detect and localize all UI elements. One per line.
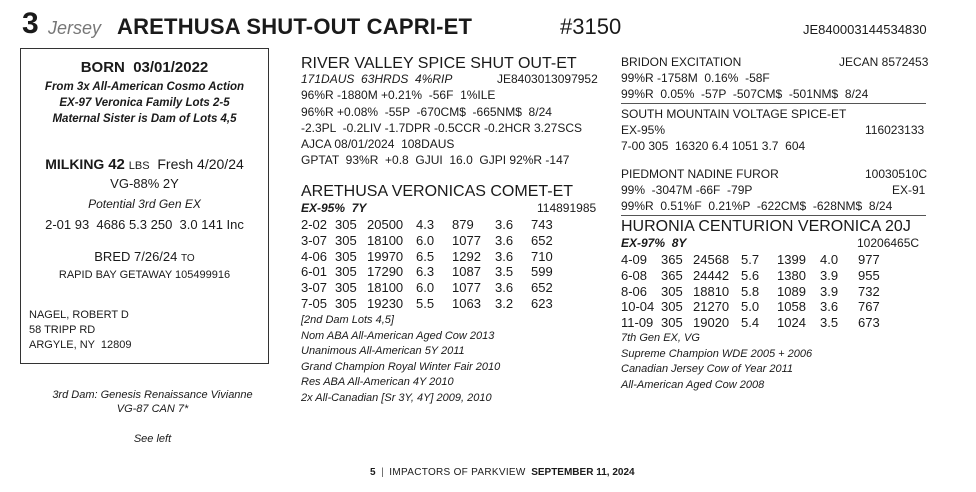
breed-label: Jersey <box>48 18 102 38</box>
record-cell: 1399 <box>777 252 806 267</box>
record-cell: 3-07 <box>301 280 328 296</box>
bred-to: TO <box>181 253 195 264</box>
record-cell: 732 <box>858 283 880 299</box>
production-record-row <box>301 296 561 311</box>
dam-dam-classification: EX-97% 8Y <box>621 236 687 250</box>
achievement-note: Supreme Champion WDE 2005 + 2006 <box>621 347 813 360</box>
record-cell: 767 <box>858 299 880 315</box>
dam-sire-name: PIEDMONT NADINE FUROR <box>621 167 779 181</box>
dam-name: ARETHUSA VERONICAS COMET-ET <box>301 183 574 200</box>
record-cell: 19020 <box>693 315 730 331</box>
production-record-row <box>621 315 888 330</box>
production-record-row <box>301 233 561 248</box>
record-cell: 365 <box>661 267 683 283</box>
bred-sire: RAPID BAY GETAWAY 105499916 <box>58 269 231 281</box>
record-cell: 673 <box>858 315 880 331</box>
dam-sire-proof: 99%R 0.51%F 0.21%P -622CM$ -628NM$ 8/24 <box>621 199 893 213</box>
record-cell: 3.6 <box>495 280 514 296</box>
achievement-note: All-American Aged Cow 2008 <box>621 378 765 391</box>
divider <box>621 215 926 216</box>
sire-name: RIVER VALLEY SPICE SHUT OUT-ET <box>301 55 577 72</box>
record-cell: 652 <box>531 280 553 296</box>
record-cell: 305 <box>335 232 357 248</box>
record-cell: 18810 <box>693 283 730 299</box>
dam-sire-classification: EX-91 <box>892 183 926 197</box>
sire-sire-proof: 99%R -1758M 0.16% -58F <box>621 71 770 85</box>
record-cell: 4-09 <box>621 252 648 267</box>
dam-dam-registration: 10206465C <box>857 236 920 250</box>
milking-value: 42 <box>108 156 125 173</box>
sire-proof-line: GPTAT 93%R +0.8 GJUI 16.0 GJPI 92%R -147 <box>301 153 570 167</box>
record-cell: 1292 <box>452 248 481 264</box>
dam-dam-name: HURONIA CENTURION VERONICA 20J <box>621 218 911 235</box>
record-cell: 305 <box>661 299 683 315</box>
sire-dam-classification: EX-95% <box>621 123 666 137</box>
sire-proof-line: 96%R +0.08% -55P -670CM$ -665NM$ 8/24 <box>301 105 552 119</box>
record-cell: 305 <box>661 315 683 331</box>
record-cell: 5.7 <box>741 252 760 267</box>
record-cell: 955 <box>858 267 880 283</box>
record-cell: 6.0 <box>416 280 435 296</box>
record-cell: 18100 <box>367 280 404 296</box>
record-cell: 5.0 <box>741 299 760 315</box>
pedigree-note: From 3x All-American Cosmo Action <box>44 81 245 93</box>
sire-daughters: 171DAUS 63HRDS 4%RIP <box>301 72 453 86</box>
record-cell: 1077 <box>452 232 481 248</box>
page-number: 5 <box>370 467 376 478</box>
record-cell: 11-09 <box>621 315 654 331</box>
record-cell: 3.6 <box>495 248 514 264</box>
record-cell: 19970 <box>367 248 404 264</box>
record-cell: 7-05 <box>301 296 328 311</box>
consignor-city: ARGYLE, NY 12809 <box>29 339 132 351</box>
record-cell: 6.3 <box>416 264 435 280</box>
third-dam: 3rd Dam: Genesis Renaissance Vivianne <box>52 389 253 401</box>
record-cell: 305 <box>335 248 357 264</box>
production-record-row <box>621 299 888 314</box>
record-cell: 305 <box>335 296 357 311</box>
consignor-address: 58 TRIPP RD <box>29 324 96 336</box>
production-record-row <box>301 264 561 279</box>
record-cell: 17290 <box>367 264 404 280</box>
sire-dam-registration: 116023133 <box>865 123 925 137</box>
achievement-note: Nom ABA All-American Aged Cow 2013 <box>301 329 495 342</box>
see-left-note: See left <box>133 433 172 445</box>
production-record-row <box>301 249 561 264</box>
animal-name: ARETHUSA SHUT-OUT CAPRI-ET <box>117 14 473 39</box>
record-cell: 305 <box>335 217 357 232</box>
production-record-row <box>301 280 561 295</box>
lot-id: #3150 <box>560 14 622 39</box>
sire-proof-line: AJCA 08/01/2024 108DAUS <box>301 137 455 151</box>
milking-label: MILKING <box>45 156 105 172</box>
record-cell: 6.5 <box>416 248 435 264</box>
record-cell: 10-04 <box>621 299 655 315</box>
record-cell: 24568 <box>693 252 730 267</box>
divider <box>621 103 926 104</box>
record-cell: 305 <box>335 280 357 296</box>
achievement-note: Unanimous All-American 5Y 2011 <box>301 345 465 358</box>
potential: Potential 3rd Gen EX <box>88 197 201 211</box>
record-cell: 1024 <box>777 315 806 331</box>
achievement-note: Res ABA All-American 4Y 2010 <box>301 376 454 389</box>
record-cell: 599 <box>531 264 553 280</box>
sire-dam-record: 7-00 305 16320 6.4 1051 3.7 604 <box>621 139 806 153</box>
page-footer: 5 | IMPACTORS OF PARKVIEW SEPTEMBER 11, 2024 <box>370 467 635 478</box>
classification: VG-88% 2Y <box>110 176 179 191</box>
dam-classification: EX-95% 7Y <box>301 201 367 215</box>
fresh-date: Fresh 4/20/24 <box>157 156 244 172</box>
production-record-row <box>621 268 888 283</box>
record-cell: 6.0 <box>416 232 435 248</box>
sire-sire-proof: 99%R 0.05% -57P -507CM$ -501NM$ 8/24 <box>621 87 869 101</box>
lot-number: 3 <box>22 7 39 40</box>
record-cell: 8-06 <box>621 283 648 299</box>
record-cell: 1087 <box>452 264 481 280</box>
record-cell: 305 <box>661 283 683 299</box>
registration-number: JE840003144534830 <box>803 22 927 37</box>
record-cell: 5.4 <box>741 315 760 331</box>
pedigree-note: Maternal Sister is Dam of Lots 4,5 <box>52 113 237 125</box>
record-cell: 743 <box>531 217 553 232</box>
sire-dam-name: SOUTH MOUNTAIN VOLTAGE SPICE-ET <box>621 107 847 121</box>
record-cell: 3.6 <box>495 232 514 248</box>
record-cell: 19230 <box>367 296 404 311</box>
achievement-note: [2nd Dam Lots 4,5] <box>301 314 394 326</box>
record-cell: 4.3 <box>416 217 435 232</box>
record-cell: 3.5 <box>820 315 839 331</box>
sire-registration: JE8403013097952 <box>497 72 598 86</box>
achievement-note: Canadian Jersey Cow of Year 2011 <box>621 363 794 376</box>
record-cell: 3.6 <box>820 299 839 315</box>
milking-unit: LBS <box>128 160 150 172</box>
record-cell: 21270 <box>693 299 730 315</box>
record-cell: 4-06 <box>301 248 328 264</box>
record-cell: 2-02 <box>301 217 328 232</box>
record-cell: 3.9 <box>820 267 839 283</box>
achievement-note: Grand Champion Royal Winter Fair 2010 <box>301 360 501 373</box>
consignor-name: NAGEL, ROBERT D <box>29 309 129 321</box>
record-cell: 4.0 <box>820 252 839 267</box>
record-cell: 6-01 <box>301 264 328 280</box>
pedigree-note: EX-97 Veronica Family Lots 2-5 <box>59 97 230 109</box>
third-dam-class: VG-87 CAN 7* <box>116 403 189 415</box>
sire-sire-registration: JECAN 8572453 <box>839 55 929 69</box>
achievement-note: 7th Gen EX, VG <box>621 332 700 344</box>
milking-info <box>20 155 269 175</box>
production-record-row <box>621 252 888 267</box>
bred-date: BRED 7/26/24 <box>94 249 178 264</box>
record-cell: 6-08 <box>621 267 648 283</box>
record-cell: 3.5 <box>495 264 514 280</box>
record-cell: 20500 <box>367 217 404 232</box>
record-cell: 3.2 <box>495 296 514 311</box>
sire-sire-name: BRIDON EXCITATION <box>621 55 742 69</box>
record-cell: 5.5 <box>416 296 435 311</box>
dam-registration: 114891985 <box>537 201 597 215</box>
record-cell: 1063 <box>452 296 481 311</box>
record-cell: 652 <box>531 232 553 248</box>
record-cell: 305 <box>335 264 357 280</box>
achievement-note: 2x All-Canadian [Sr 3Y, 4Y] 2009, 2010 <box>301 392 492 404</box>
record-cell: 18100 <box>367 232 404 248</box>
dam-sire-proof: 99% -3047M -66F -79P <box>621 183 753 197</box>
dam-sire-registration: 10030510C <box>865 167 928 181</box>
record-cell: 5.6 <box>741 267 760 283</box>
record-cell: 879 <box>452 217 474 232</box>
record-cell: 3.6 <box>495 217 514 232</box>
record-cell: 710 <box>531 248 553 264</box>
birth-date: BORN 03/01/2022 <box>80 59 209 76</box>
record-cell: 24442 <box>693 267 730 283</box>
record-cell: 3.9 <box>820 283 839 299</box>
publication-date: SEPTEMBER 11, 2024 <box>531 467 635 478</box>
record-cell: 1380 <box>777 267 806 283</box>
production-record-row <box>301 217 561 232</box>
record-cell: 3-07 <box>301 232 328 248</box>
record-cell: 1077 <box>452 280 481 296</box>
production-record: 2-01 93 4686 5.3 250 3.0 141 Inc <box>45 217 244 232</box>
record-cell: 977 <box>858 252 880 267</box>
record-cell: 1058 <box>777 299 806 315</box>
production-record-row <box>621 284 888 299</box>
bred-info <box>20 249 269 267</box>
sire-proof-line: -2.3PL -0.2LIV -1.7DPR -0.5CCR -0.2HCR 3.27SCS <box>301 121 582 135</box>
record-cell: 623 <box>531 296 553 311</box>
record-cell: 1089 <box>777 283 806 299</box>
publication-name: IMPACTORS OF PARKVIEW <box>389 467 526 478</box>
record-cell: 365 <box>661 252 683 267</box>
sire-proof-line: 96%R -1880M +0.21% -56F 1%ILE <box>301 88 496 102</box>
record-cell: 5.8 <box>741 283 760 299</box>
